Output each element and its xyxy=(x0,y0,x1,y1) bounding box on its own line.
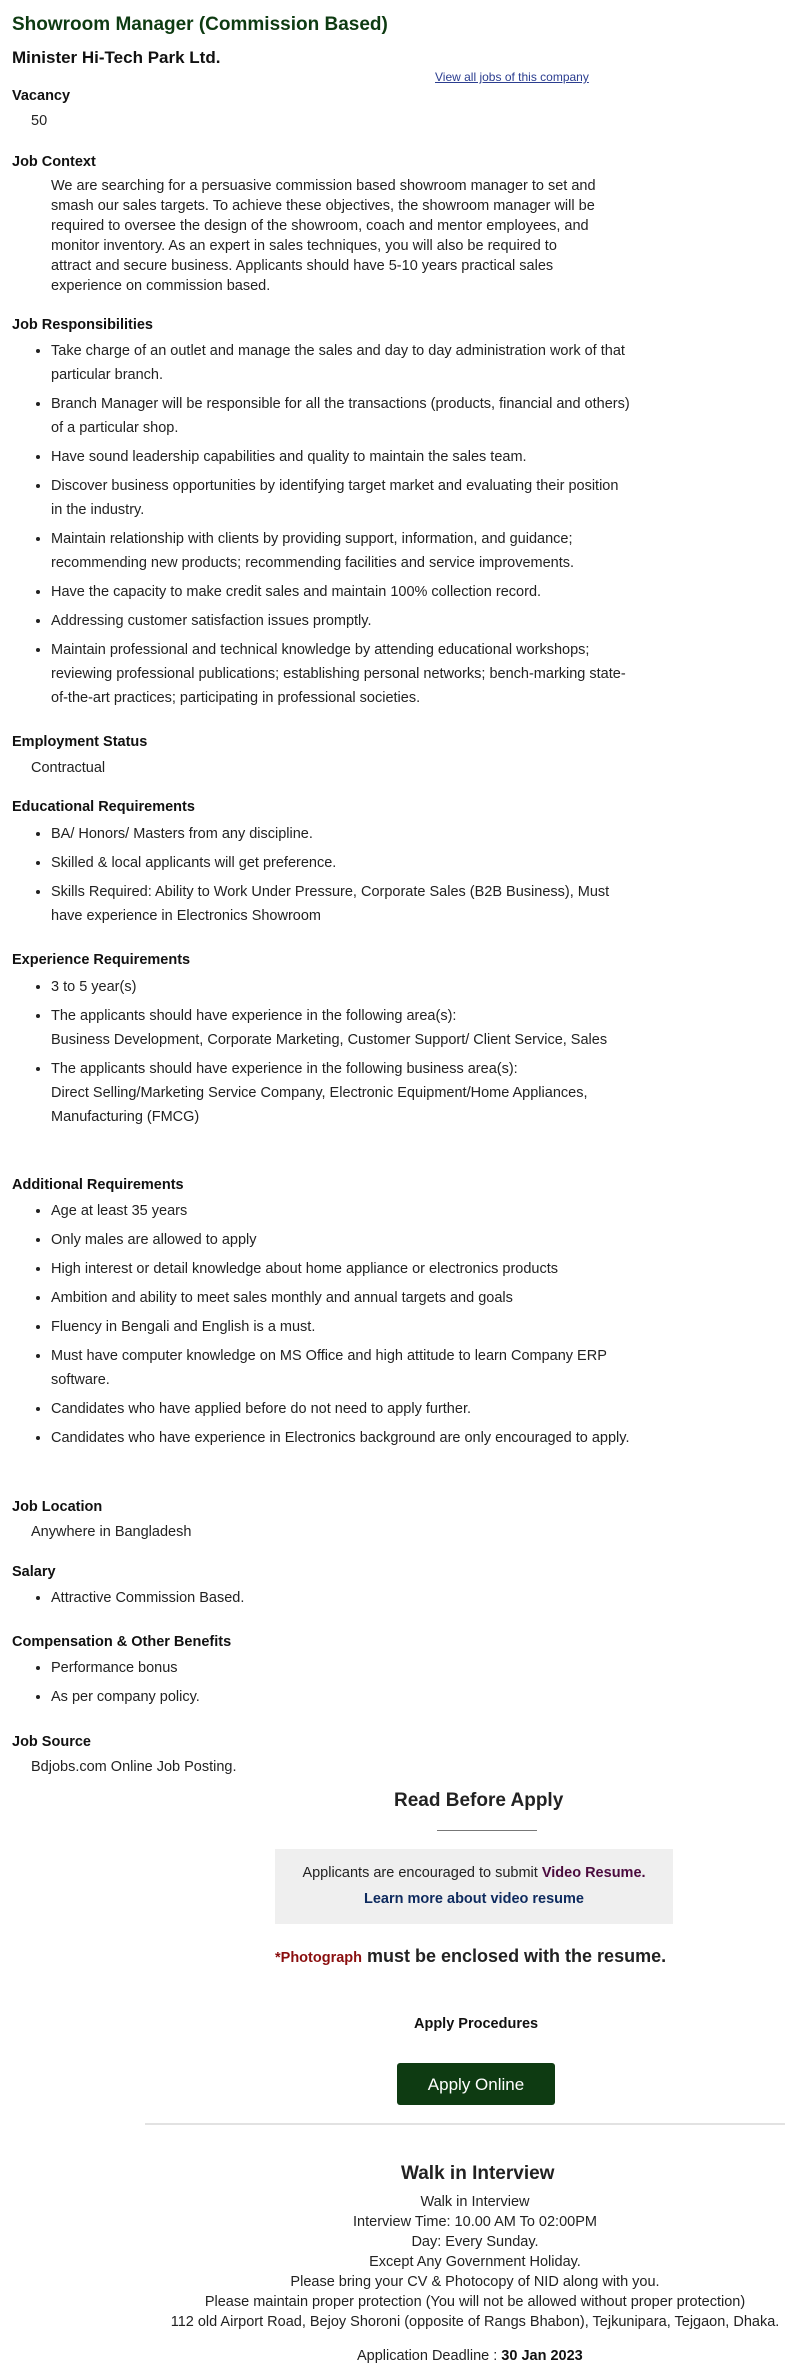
walk-in-details xyxy=(150,2192,788,2332)
list-item: • Addressing customer satisfaction issues promptly. xyxy=(51,609,633,633)
list-item: • Performance bonus xyxy=(51,1656,633,1680)
additional-heading: Additional Requirements xyxy=(12,1177,184,1193)
list-item: • Skilled & local applicants will get preference. xyxy=(51,851,633,875)
application-deadline xyxy=(357,2348,583,2364)
experience-line: 3 to 5 year(s) xyxy=(51,979,137,995)
list-item: • Have the capacity to make credit sales and maintain 100% collection record. xyxy=(51,580,633,604)
interview-address: 112 old Airport Road, Bejoy Shoroni (opposite of Rangs Bhabon), Tejkunipara, Tejgaon, Dhaka. xyxy=(170,2314,780,2330)
list-item xyxy=(51,975,633,999)
list-item: • High interest or detail knowledge about home appliance or electronics products xyxy=(51,1257,633,1281)
list-item: • Maintain professional and technical knowledge by attending educational workshops; reviewing professional publications; establishing personal networks; bench-marking state-of-the-art practices; participating in professional societies. xyxy=(51,638,633,710)
job-location-value: Anywhere in Bangladesh xyxy=(31,1524,192,1540)
list-item: • As per company policy. xyxy=(51,1685,633,1709)
view-all-jobs-link[interactable]: View all jobs of this company xyxy=(435,70,589,84)
apply-online-button[interactable]: Apply Online xyxy=(397,2063,555,2105)
video-resume-link[interactable]: Learn more about video resume xyxy=(364,1891,584,1907)
experience-areas: Business Development, Corporate Marketing, Customer Support/ Client Service, Sales xyxy=(51,1032,608,1048)
holiday-note: Except Any Government Holiday. xyxy=(369,2254,581,2270)
education-list xyxy=(30,822,633,933)
list-item xyxy=(51,1004,633,1052)
responsibilities-list xyxy=(30,339,633,715)
list-item: • Branch Manager will be responsible for all the transactions (products, financial and others) of a particular shop. xyxy=(51,392,633,440)
photograph-label: *Photograph xyxy=(275,1950,362,1966)
walk-in-line: Walk in Interview xyxy=(420,2194,530,2210)
employment-status-heading: Employment Status xyxy=(12,734,148,750)
apply-procedures-heading: Apply Procedures xyxy=(414,2016,539,2032)
list-item: • Must have computer knowledge on MS Office and high attitude to learn Company ERP software. xyxy=(51,1344,633,1392)
company-name: Minister Hi-Tech Park Ltd. xyxy=(12,48,221,67)
job-source-heading: Job Source xyxy=(12,1734,91,1750)
benefits-list xyxy=(30,1656,633,1714)
experience-heading: Experience Requirements xyxy=(12,952,191,968)
list-item: • Attractive Commission Based. xyxy=(51,1586,633,1610)
divider xyxy=(145,2123,785,2125)
read-before-apply-title: Read Before Apply xyxy=(394,1790,564,1811)
job-context-text: We are searching for a persuasive commission based showroom manager to set and smash our sales targets. To achieve these objectives, the showroom manager will be required to oversee the design of the showroom, coach and mentor employees, and monitor inventory. As an expert in sales techniques, you will also be required to attract and secure business. Applicants should have 5-10 years practical sales experience on commission based. xyxy=(51,178,596,294)
video-resume-text xyxy=(275,1865,673,1881)
job-location-heading: Job Location xyxy=(12,1499,103,1515)
video-resume-label: Video Resume. xyxy=(541,1865,646,1881)
documents-note: Please bring your CV & Photocopy of NID along with you. xyxy=(290,2274,660,2290)
benefits-heading: Compensation & Other Benefits xyxy=(12,1634,232,1650)
video-resume-box xyxy=(275,1849,673,1924)
list-item: • Maintain relationship with clients by providing support, information, and guidance; recommending new products; recommending facilities and service improvements. xyxy=(51,527,633,575)
experience-line: The applicants should have experience in the following area(s): xyxy=(51,1008,457,1024)
list-item: • Skills Required: Ability to Work Under Pressure, Corporate Sales (B2B Business), Must have experience in Electronics Showroom xyxy=(51,880,633,928)
list-item: • Only males are allowed to apply xyxy=(51,1228,633,1252)
list-item: • Have sound leadership capabilities and quality to maintain the sales team. xyxy=(51,445,633,469)
divider xyxy=(437,1830,537,1831)
list-item: • Candidates who have applied before do not need to apply further. xyxy=(51,1397,633,1421)
experience-list xyxy=(30,975,633,1134)
experience-business-areas: Direct Selling/Marketing Service Company, Electronic Equipment/Home Appliances, Manufacturing (FMCG) xyxy=(51,1085,588,1125)
deadline-label: Application Deadline : xyxy=(357,2348,498,2364)
additional-list xyxy=(30,1199,633,1455)
list-item: • Take charge of an outlet and manage the sales and day to day administration work of that particular branch. xyxy=(51,339,633,387)
photograph-text: must be enclosed with the resume. xyxy=(367,1946,667,1966)
list-item: • Fluency in Bengali and English is a must. xyxy=(51,1315,633,1339)
responsibilities-heading: Job Responsibilities xyxy=(12,317,153,333)
job-source-value: Bdjobs.com Online Job Posting. xyxy=(31,1759,237,1775)
list-item xyxy=(51,1057,633,1129)
photograph-notice xyxy=(275,1946,666,1967)
list-item: • Age at least 35 years xyxy=(51,1199,633,1223)
job-title: Showroom Manager (Commission Based) xyxy=(12,14,388,35)
interview-day: Day: Every Sunday. xyxy=(411,2234,539,2250)
job-context-heading: Job Context xyxy=(12,154,96,170)
employment-status-value: Contractual xyxy=(31,760,106,776)
interview-time: Interview Time: 10.00 AM To 02:00PM xyxy=(353,2214,597,2230)
video-resume-prompt: Applicants are encouraged to submit xyxy=(302,1865,538,1881)
vacancy-value: 50 xyxy=(31,113,48,129)
education-heading: Educational Requirements xyxy=(12,799,195,815)
salary-heading: Salary xyxy=(12,1564,56,1580)
walk-in-interview-title: Walk in Interview xyxy=(401,2163,555,2184)
vacancy-heading: Vacancy xyxy=(12,88,71,104)
experience-line: The applicants should have experience in the following business area(s): xyxy=(51,1061,518,1077)
salary-list xyxy=(30,1586,633,1615)
protection-note: Please maintain proper protection (You will not be allowed without proper protection) xyxy=(204,2294,746,2310)
list-item: • BA/ Honors/ Masters from any discipline. xyxy=(51,822,633,846)
list-item: • Discover business opportunities by identifying target market and evaluating their position in the industry. xyxy=(51,474,633,522)
deadline-date: 30 Jan 2023 xyxy=(501,2348,583,2364)
list-item: • Candidates who have experience in Electronics background are only encouraged to apply. xyxy=(51,1426,633,1450)
list-item: • Ambition and ability to meet sales monthly and annual targets and goals xyxy=(51,1286,633,1310)
